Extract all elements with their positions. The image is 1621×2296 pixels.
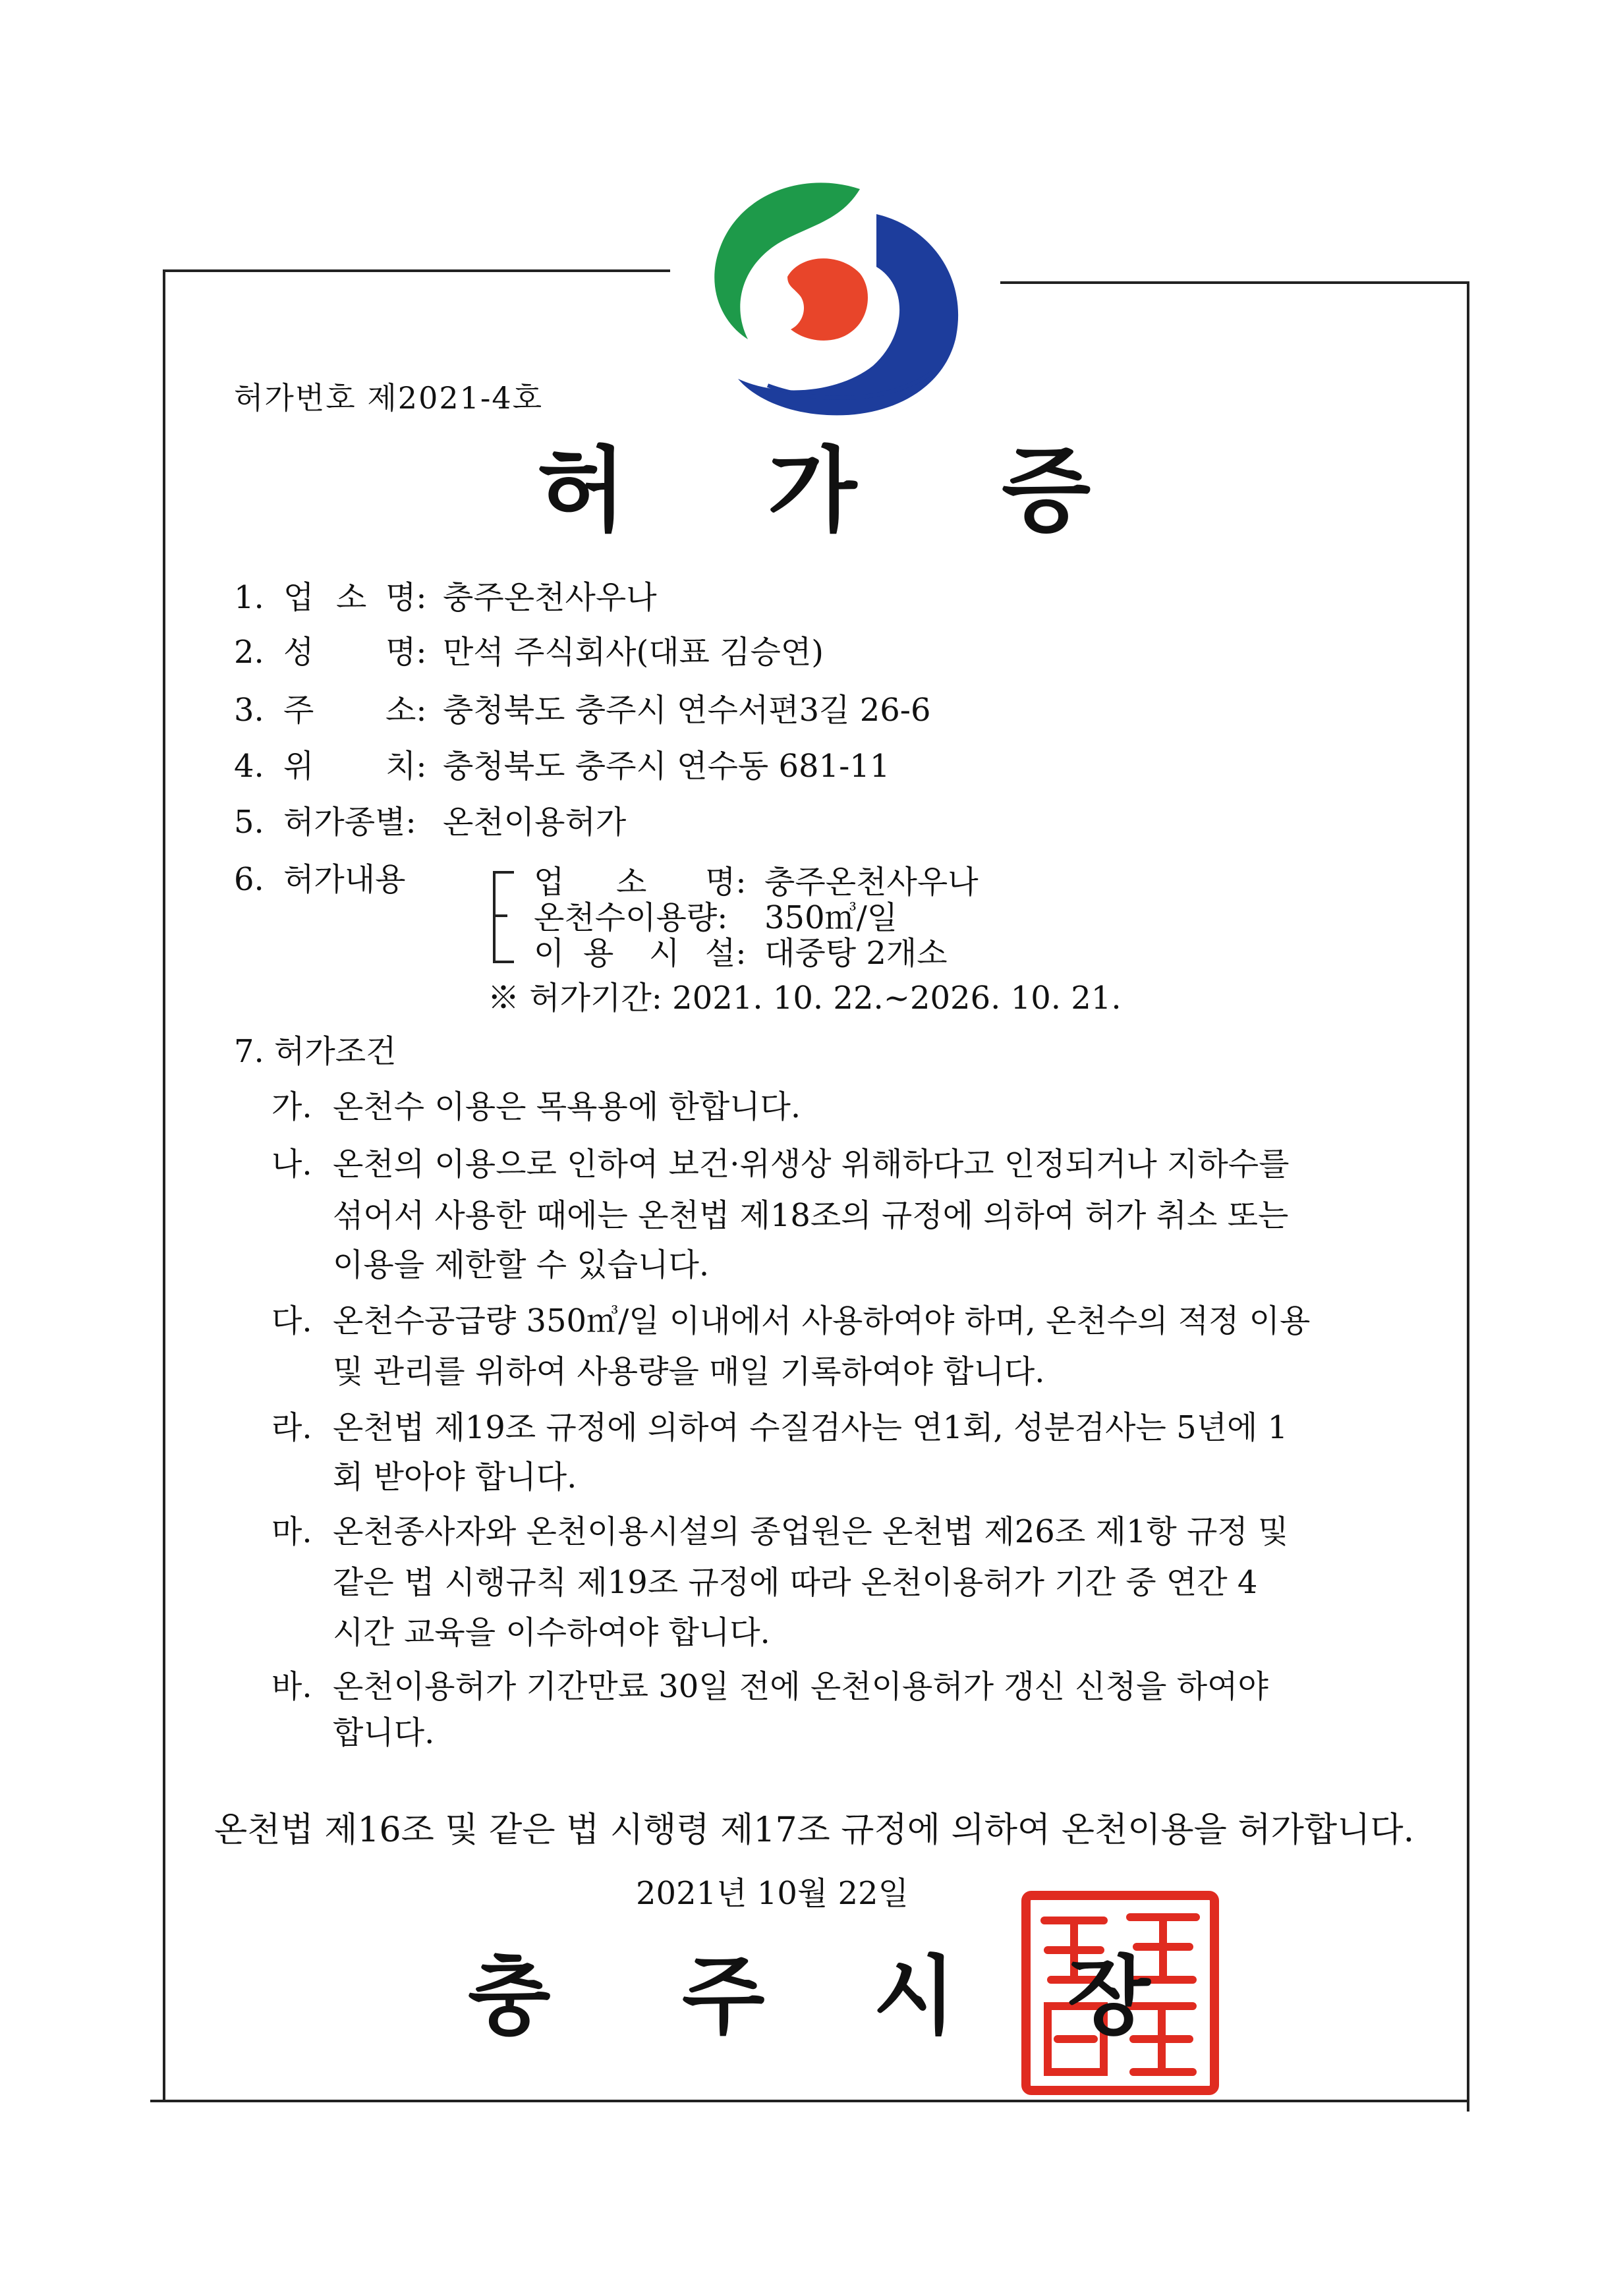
- business-name-value: 충주온천사우나: [443, 579, 657, 616]
- issue-date: 2021년 10월 22일: [636, 1875, 909, 1912]
- address-value: 충청북도 충주시 연수서편3길 26-6: [443, 692, 931, 729]
- city-emblem-icon: [708, 175, 965, 428]
- signer-char: 시: [873, 1946, 956, 2046]
- title-char: 증: [1002, 437, 1091, 545]
- details-bracket-mid: [493, 914, 507, 917]
- frame-bottom: [150, 2100, 1468, 2102]
- location-value: 충청북도 충주시 연수동 681-11: [443, 748, 890, 785]
- permit-number: 허가번호 제2021-4호: [234, 380, 544, 416]
- permit-type-value: 온천이용허가: [443, 804, 627, 841]
- frame-right: [1467, 281, 1469, 2112]
- frame-top-right: [1000, 281, 1469, 284]
- title-char: 가: [768, 437, 857, 545]
- document-title: [0, 435, 1621, 547]
- permit-period: ※ 허가기간: 2021. 10. 22.~2026. 10. 21.: [488, 980, 1122, 1017]
- signer-char: 장: [1067, 1946, 1151, 2046]
- conditions-heading: 7. 허가조건: [234, 1033, 397, 1070]
- final-statement: 온천법 제16조 및 같은 법 시행령 제17조 규정에 의하여 온천이용을 허가합니다.: [214, 1810, 1415, 1850]
- signer-char: 충: [468, 1946, 551, 2046]
- signer-char: 주: [682, 1946, 765, 2046]
- details-bracket: [493, 871, 514, 963]
- frame-top-left: [163, 269, 670, 272]
- title-char: 허: [537, 437, 627, 545]
- name-value: 만석 주식회사(대표 김승연): [443, 634, 824, 671]
